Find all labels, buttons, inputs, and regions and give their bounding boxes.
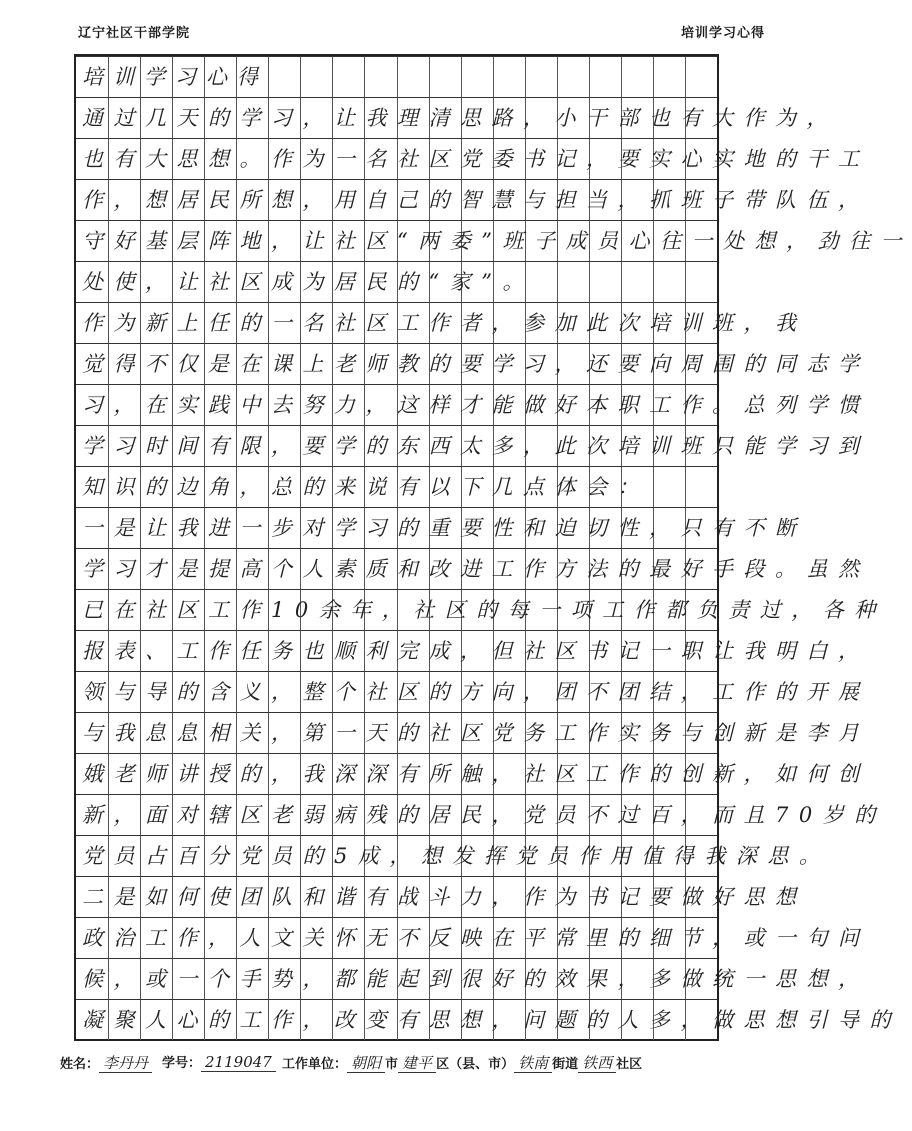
grid-row [76, 220, 912, 260]
header-doc-title: 培训学习心得 [680, 26, 765, 41]
grid-row [76, 138, 870, 178]
handwritten-line: 报表、工作任务也顺利完成，但社区书记一职让我明白， [82, 639, 870, 663]
handwritten-line: 凝聚人心的工作，改变有思想，问题的人多，做思想引导的 [82, 1008, 901, 1032]
handwritten-line: 通过几天的学习，让我理清思路，小干部也有大作为， [82, 106, 838, 130]
grid-row [76, 753, 870, 793]
district-value: 建平 [398, 1054, 436, 1073]
unit-field [282, 1052, 642, 1073]
name-field [60, 1052, 152, 1073]
grid-row [76, 712, 870, 752]
grid-row [76, 261, 717, 301]
community-value: 铁西 [578, 1054, 616, 1073]
page-header [0, 0, 799, 50]
grid-row [76, 794, 886, 834]
id-field [162, 1052, 276, 1071]
handwritten-line: 习，在实践中去努力，这样才能做好本职工作。总列学惯 [82, 393, 870, 417]
grid-row [76, 876, 807, 916]
handwritten-line: 已在社区工作10余年，社区的每一项工作都负责过，各种 [82, 598, 886, 622]
handwritten-line: 作，想居民所想，用自己的智慧与担当，抓班子带队伍， [82, 188, 870, 212]
grid-row [76, 630, 870, 670]
handwritten-line: 知识的边角，总的来说有以下几点体会： [82, 475, 649, 499]
grid-row [76, 958, 870, 998]
grid-row [76, 671, 870, 711]
handwritten-line: 也有大思想。作为一名社区党委书记，要实心实地的干工 [82, 147, 870, 171]
handwritten-line: 处使，让社区成为居民的“家”。 [82, 270, 534, 294]
id-value: 2119047 [201, 1053, 276, 1072]
student-info-footer [0, 1046, 799, 1076]
grid-row [76, 507, 807, 547]
grid-row [76, 302, 807, 342]
city-suffix: 市 [385, 1057, 399, 1072]
name-value: 李丹丹 [99, 1054, 152, 1073]
handwritten-line: 党员占百分党员的5成，想发挥党员作用值得我深思。 [82, 844, 831, 868]
grid-row [76, 179, 870, 219]
name-label: 姓名： [60, 1057, 100, 1072]
writing-grid [74, 54, 912, 1041]
community-suffix: 社区 [616, 1057, 643, 1072]
grid-row [76, 384, 870, 424]
handwritten-line: 守好基层阵地，让社区“两委”班子成员心往一处想，劲往一 [82, 229, 912, 253]
handwritten-line: 政治工作，人文关怀无不反映在平常里的细节，或一句问 [82, 926, 870, 950]
street-value: 铁南 [514, 1054, 552, 1073]
id-label: 学号： [162, 1056, 202, 1071]
district-suffix: 区（县、市） [436, 1057, 515, 1072]
grid-row [76, 548, 870, 588]
handwritten-line: 二是如何使团队和谐有战斗力，作为书记要做好思想 [82, 885, 807, 909]
street-suffix: 街道 [552, 1057, 579, 1072]
city-value: 朝阳 [347, 1054, 385, 1073]
handwritten-line: 一是让我进一步对学习的重要性和迫切性，只有不断 [82, 516, 807, 540]
handwritten-line: 候，或一个手势，都能起到很好的效果，多做统一思想， [82, 967, 870, 991]
grid-row [76, 97, 838, 137]
handwritten-line: 学习时间有限，要学的东西太多，此次培训班只能学习到 [82, 434, 870, 458]
handwritten-line: 新，面对辖区老弱病残的居民，党员不过百，而且70岁的 [82, 803, 886, 827]
handwritten-line: 娥老师讲授的，我深深有所触，社区工作的创新，如何创 [82, 762, 870, 786]
handwritten-line: 学习才是提高个人素质和改进工作方法的最好手段。虽然 [82, 557, 870, 581]
grid-row [76, 56, 717, 96]
grid-row [76, 343, 870, 383]
handwritten-line: 作为新上任的一名社区工作者，参加此次培训班，我 [82, 311, 807, 335]
handwritten-line: 领与导的含义，整个社区的方向，团不团结，工作的开展 [82, 680, 870, 704]
grid-row [76, 999, 901, 1039]
handwritten-line: 觉得不仅是在课上老师教的要学习，还要向周围的同志学 [82, 352, 870, 376]
handwritten-line: 与我息息相关，第一天的社区党务工作实务与创新是李月 [82, 721, 870, 745]
grid-row [76, 425, 870, 465]
grid-row [76, 466, 717, 506]
grid-row [76, 589, 886, 629]
header-institution: 辽宁社区干部学院 [78, 26, 191, 41]
essay-title: 培训学习心得 [82, 65, 268, 89]
grid-row [76, 917, 870, 957]
grid-row [76, 835, 831, 875]
unit-label: 工作单位： [282, 1057, 348, 1072]
